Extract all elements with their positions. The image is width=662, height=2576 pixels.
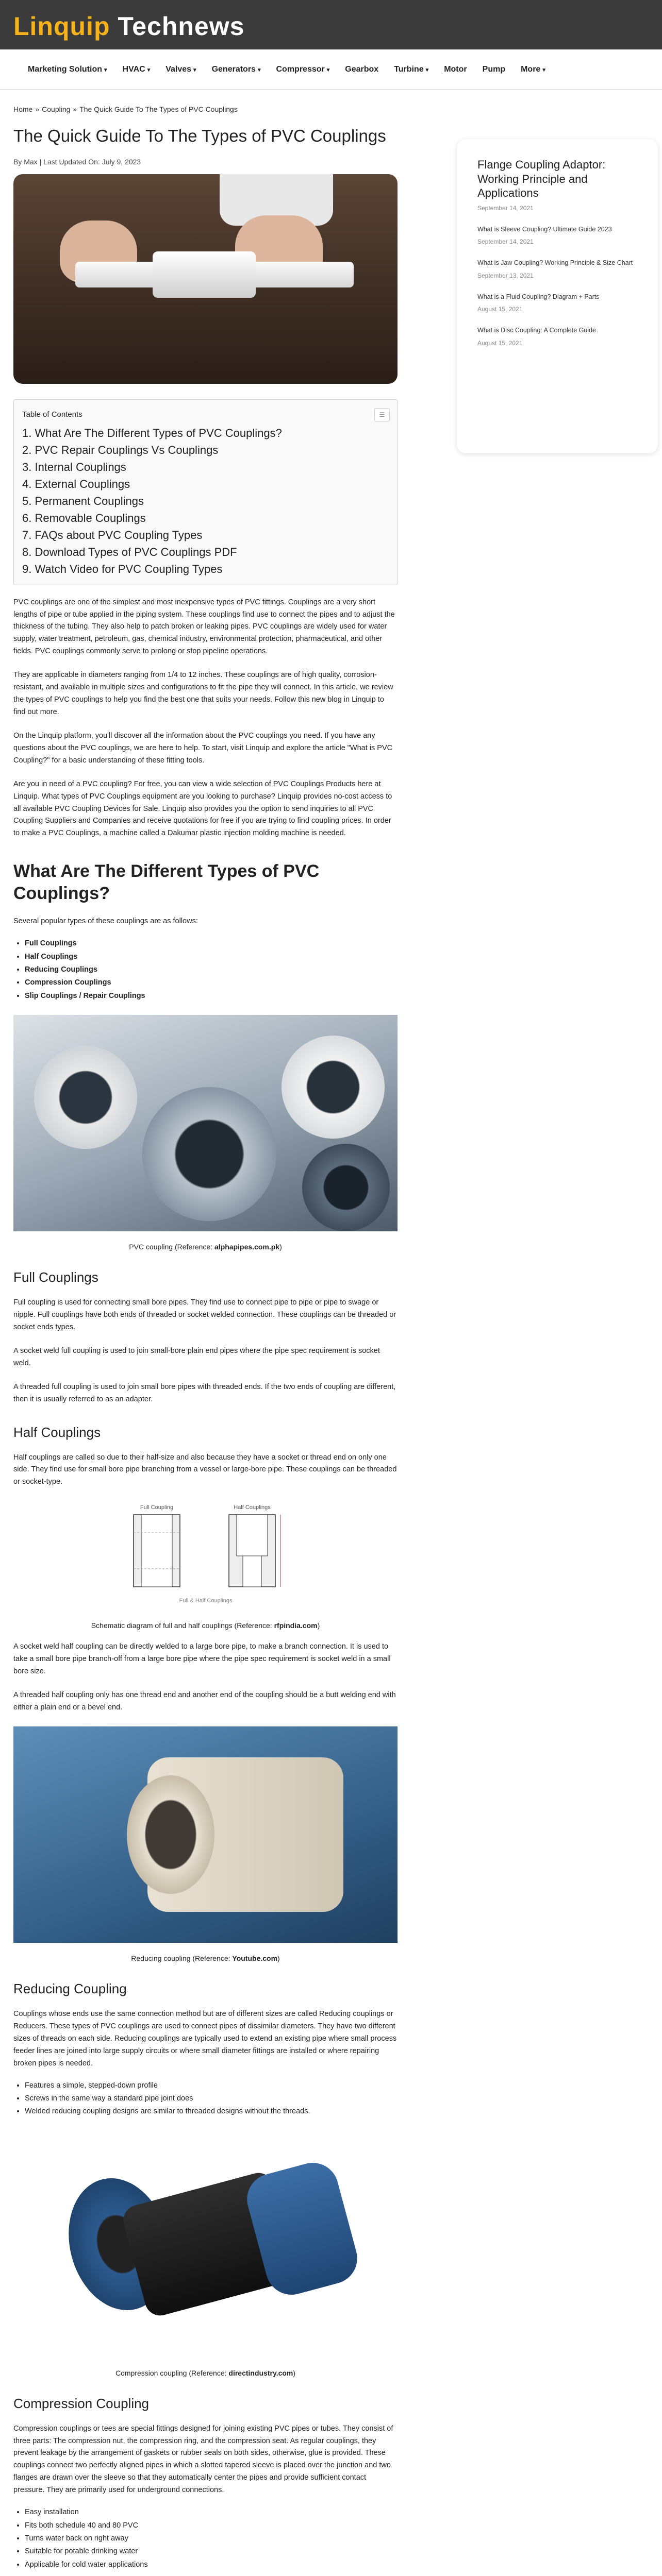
toc-title: Table of Contents xyxy=(22,410,82,419)
breadcrumb: Home » Coupling » The Quick Guide To The Types of PVC Couplings xyxy=(13,105,238,113)
intro-paragraph: PVC couplings are one of the simplest and most inexpensive types of PVC fittings. Couplings are a very short lengths of pipe or tube applied in the piping system. These couplings find use to connect the pipes and to adjust the thickness of the tubing. They also help to patch broken or leaking pipes. PVC couplings are widely used for water supply, water treatment, petroleum, gas, chemical industry, environmental protection, pharmaceutical, and other fields. PVC couplings commonly serve to prolong or stop pipeline operations. xyxy=(13,598,395,656)
paragraph: A threaded half coupling only has one thread end and another end of the coupling should be a butt welding end with either a plain end or a bevel end. xyxy=(13,1691,396,1711)
toc-item[interactable]: 7. FAQs about PVC Coupling Types xyxy=(22,528,203,541)
list-item: • Slip Couplings / Repair Couplings xyxy=(25,990,398,1003)
breadcrumb-current: The Quick Guide To The Types of PVC Couplings xyxy=(79,105,238,113)
pvc-coupling-image xyxy=(13,1015,398,1231)
breadcrumb-coupling[interactable]: Coupling xyxy=(42,105,71,113)
list-item: • Welded reducing coupling designs are similar to threaded designs without the threads. xyxy=(25,2105,398,2118)
chevron-down-icon: ▾ xyxy=(257,67,261,73)
article xyxy=(13,90,398,2576)
toc-item[interactable]: 4. External Couplings xyxy=(22,477,130,490)
list-item: • Suitable for potable drinking water xyxy=(25,2545,398,2558)
toc-item[interactable]: 8. Download Types of PVC Couplings PDF xyxy=(22,545,237,558)
figure-caption: PVC coupling (Reference: alphapipes.com.pk) xyxy=(129,1243,282,1251)
subsection-heading: Half Couplings xyxy=(13,1424,101,1440)
paragraph: Compression couplings or tees are special fittings designed for joining existing PVC pipes or tubes. They consist of three parts: The compression nut, the compression ring, and the compression seat. As regular couplings, they prevent leakage by the arrangement of gaskets or rubber seals on both sides, otherwise, glue is provided. These couplings connect two perfectly aligned pipes in which a slotted tapered sleeve is placed over the junction and two flanges are drawn over the sleeve so that they automatically center the pipes and provide sufficient contact pressure. They are primarily used for underground connections. xyxy=(13,2424,393,2495)
sidebar-featured-date: September 14, 2021 xyxy=(477,204,534,212)
list-item: • Easy installation xyxy=(25,2506,398,2519)
toc-item[interactable]: 2. PVC Repair Couplings Vs Couplings xyxy=(22,443,219,456)
paragraph: A socket weld half coupling can be directly welded to a large bore pipe, to make a branch connection. It is used to take a small bore pipe branch-off from a large bore pipe where the pipe spec requirement is socket weld in a small bore size. xyxy=(13,1642,391,1676)
chevron-down-icon: ▾ xyxy=(104,67,107,73)
list-item: • Fits both schedule 40 and 80 PVC xyxy=(25,2519,398,2532)
main-nav xyxy=(0,49,662,90)
figure-caption: Reducing coupling (Reference: Youtube.com) xyxy=(131,1954,280,1962)
compression-coupling-image xyxy=(13,2131,398,2358)
nav-item-marketing[interactable]: Marketing Solution ▾ xyxy=(28,65,107,74)
intro-paragraph: On the Linquip platform, you'll discover all the information about the PVC couplings you need. If you have any questions about the PVC couplings, we are here to help. To start, visit Linquip and explore the article "What is PVC Coupling?" for a basic understanding of these fitting tools. xyxy=(13,731,393,765)
hero-image xyxy=(13,174,398,384)
table-of-contents xyxy=(13,399,398,585)
site-logo[interactable] xyxy=(13,11,244,41)
sidebar-item-date: September 14, 2021 xyxy=(477,238,534,245)
nav-item-generators[interactable]: Generators ▾ xyxy=(211,65,261,74)
related-posts-sidebar xyxy=(457,139,658,453)
paragraph: A socket weld full coupling is used to join small-bore plain end pipes where the pipe spec requirement is socket weld. xyxy=(13,1346,380,1367)
sidebar-item-date: August 15, 2021 xyxy=(477,339,523,347)
list-item: • Half Couplings xyxy=(25,951,398,963)
svg-text:Full Coupling: Full Coupling xyxy=(140,1504,173,1511)
logo-part1: Linquip xyxy=(13,12,110,41)
toc-item[interactable]: 9. Watch Video for PVC Coupling Types xyxy=(22,562,223,575)
subsection-heading: Full Couplings xyxy=(13,1269,98,1285)
intro-paragraph: They are applicable in diameters ranging from 1/4 to 12 inches. These couplings are of high quality, corrosion-resistant, and available in multiple sizes and configurations to fit the pipe they will connect. In this article, we review the types of PVC couplings to help you find the best one that suits your needs. Follow this new blog in Linquip to find out more. xyxy=(13,671,393,716)
figure-caption: Schematic diagram of full and half couplings (Reference: rfpindia.com) xyxy=(91,1621,320,1630)
list-item: • Turns water back on right away xyxy=(25,2532,398,2545)
section-lead: Several popular types of these couplings are as follows: xyxy=(13,917,198,926)
nav-item-more[interactable]: More ▾ xyxy=(521,65,545,74)
intro-paragraph: Are you in need of a PVC coupling? For free, you can view a wide selection of PVC Couplings Products here at Linquip. What types of PVC Couplings equipment are you looking to purchase? Linquip provides no-cost access to all available PVC Coupling Devices for Sale. Linquip also provides you the option to send inquiries to all PVC Coupling Suppliers and Companies and receive quotations for free if you are trying to find coupling prices. In order to make a PVC Couplings, a machine called a Dakumar plastic injection molding machine is needed. xyxy=(13,779,392,838)
sidebar-item-title[interactable]: What is Jaw Coupling? Working Principle & Size Chart xyxy=(477,259,633,266)
coupling-schematic-diagram xyxy=(108,1502,304,1610)
toc-item[interactable]: 5. Permanent Couplings xyxy=(22,494,144,507)
list-item: • Screws in the same way a standard pipe joint does xyxy=(25,2092,398,2105)
paragraph: Full coupling is used for connecting small bore pipes. They find use to connect pipe to pipe or pipe to swage or nipple. Full couplings have both ends of threaded or socket welded connection. These couplings can be threaded or socket ends types. xyxy=(13,1298,396,1331)
sidebar-item-date: August 15, 2021 xyxy=(477,306,523,313)
toc-item[interactable]: 6. Removable Couplings xyxy=(22,511,146,524)
list-item: • Full Couplings xyxy=(25,937,398,950)
reducing-coupling-image xyxy=(13,1726,398,1943)
nav-item-compressor[interactable]: Compressor ▾ xyxy=(276,65,330,74)
toc-item[interactable]: 3. Internal Couplings xyxy=(22,460,126,473)
caption-reference-link[interactable]: alphapipes.com.pk xyxy=(214,1243,280,1251)
toc-toggle-icon[interactable]: ☰ xyxy=(374,408,390,421)
page-title: The Quick Guide To The Types of PVC Couplings xyxy=(13,126,386,145)
subsection-heading: Compression Coupling xyxy=(13,2395,150,2411)
chevron-down-icon: ▾ xyxy=(326,67,330,73)
types-list xyxy=(13,937,398,1003)
list-item: • Applicable for cold water applications xyxy=(25,2558,398,2571)
breadcrumb-home[interactable]: Home xyxy=(13,105,33,113)
nav-item-valves[interactable]: Valves ▾ xyxy=(166,65,196,74)
paragraph: Half couplings are called so due to their half-size and also because they have a socket or thread end on only one side. They find use for small bore pipe branching from a vessel or large-bore pipe. These couplings can be threaded or socket-type. xyxy=(13,1453,397,1486)
paragraph: A threaded full coupling is used to join small bore pipes with threaded ends. If the two ends of coupling are different, then it is usually referred to as an adapter. xyxy=(13,1382,396,1403)
byline: By Max | Last Updated On: July 9, 2023 xyxy=(13,157,141,166)
paragraph: Couplings whose ends use the same connection method but are of different sizes are called Reducing couplings or Reducers. These types of PVC couplings are used to connect pipes of dissimilar diameters. They have two different sizes of threads on each side. Reducing couplings are typically used to extend an existing pipe where small process feeder lines are joined into large supply circuits or where small diameter fittings are installed or where repairing broken pipes is needed. xyxy=(13,2009,397,2067)
section-heading: What Are The Different Types of PVC Couplings? xyxy=(13,861,320,903)
figure-caption: Compression coupling (Reference: directindustry.com) xyxy=(115,2368,296,2377)
nav-item-motor[interactable]: Motor xyxy=(444,65,467,74)
page-content xyxy=(0,90,662,2576)
nav-item-hvac[interactable]: HVAC ▾ xyxy=(122,65,151,74)
logo-part2: Technews xyxy=(110,12,245,41)
chevron-down-icon: ▾ xyxy=(147,67,151,73)
features-list xyxy=(13,2079,398,2119)
chevron-down-icon: ▾ xyxy=(193,67,196,73)
list-item: • Compression Couplings xyxy=(25,976,398,989)
nav-item-gearbox[interactable]: Gearbox xyxy=(345,65,379,74)
features-list xyxy=(13,2506,398,2571)
top-header xyxy=(0,0,662,49)
sidebar-item-date: September 13, 2021 xyxy=(477,272,534,279)
list-item: • Reducing Couplings xyxy=(25,963,398,976)
caption-reference-link[interactable]: rfpindia.com xyxy=(274,1621,318,1630)
svg-text:Half Couplings: Half Couplings xyxy=(233,1504,271,1511)
chevron-down-icon: ▾ xyxy=(542,67,545,73)
chevron-down-icon: ▾ xyxy=(425,67,429,73)
sidebar-item-title[interactable]: What is Sleeve Coupling? Ultimate Guide 2023 xyxy=(477,225,612,233)
nav-item-turbine[interactable]: Turbine ▾ xyxy=(394,65,429,74)
caption-reference-link[interactable]: Youtube.com xyxy=(232,1954,278,1962)
subsection-heading: Reducing Coupling xyxy=(13,1980,127,1996)
toc-item[interactable]: 1. What Are The Different Types of PVC Couplings? xyxy=(22,426,282,439)
sidebar-featured-title[interactable]: Flange Coupling Adaptor: Working Principle and Applications xyxy=(477,158,606,199)
svg-text:Full & Half Couplings: Full & Half Couplings xyxy=(179,1598,232,1604)
sidebar-item-title[interactable]: What is Disc Coupling: A Complete Guide xyxy=(477,327,596,334)
list-item: • Features a simple, stepped-down profile xyxy=(25,2079,398,2092)
nav-item-pump[interactable]: Pump xyxy=(482,65,506,74)
caption-reference-link[interactable]: directindustry.com xyxy=(228,2368,293,2377)
sidebar-item-title[interactable]: What is a Fluid Coupling? Diagram + Parts xyxy=(477,293,600,300)
